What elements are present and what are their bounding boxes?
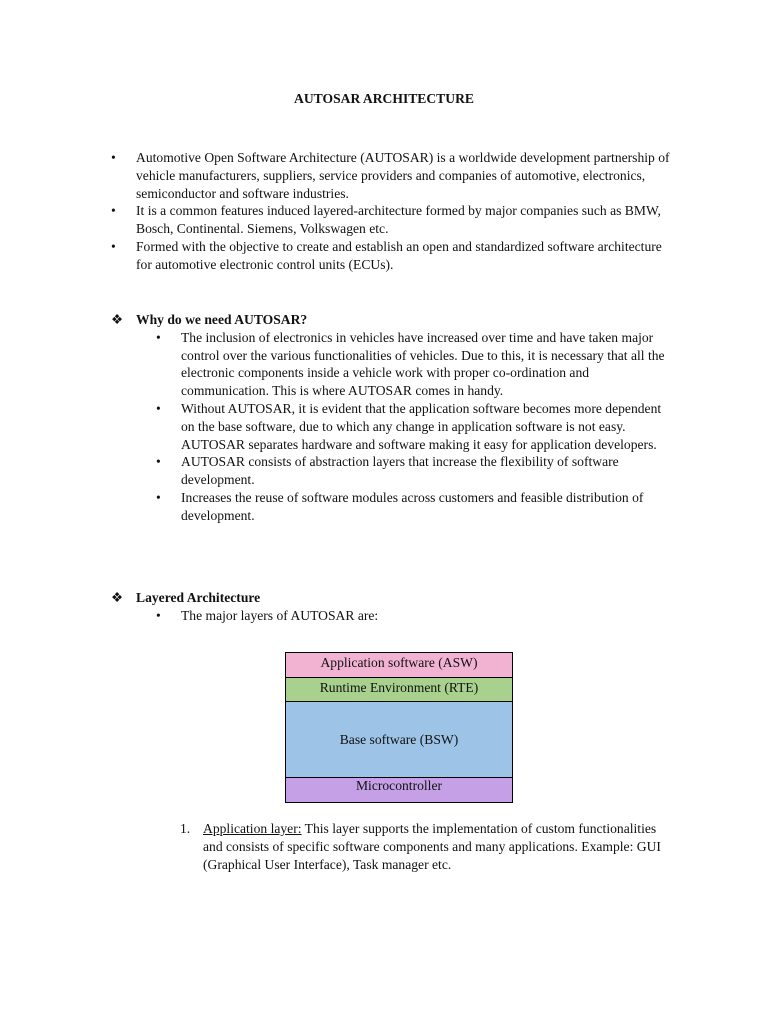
bullet-icon: •	[156, 329, 161, 345]
list-item	[111, 202, 673, 238]
list-item	[156, 607, 673, 625]
section-heading	[111, 311, 673, 329]
autosar-layer-diagram	[285, 652, 513, 803]
list-item-text: This layer supports the implementation of custom functionalities and consists of specific software components and many applications. Example: GUI (Graphical User Interface), Task manager etc.	[203, 821, 661, 872]
layer-application-software: Application software (ASW)	[286, 653, 512, 678]
document-title: AUTOSAR ARCHITECTURE	[294, 91, 474, 106]
list-item-text: Increases the reuse of software modules across customers and feasible distribution of development.	[181, 489, 644, 523]
layer-microcontroller: Microcontroller	[286, 778, 512, 802]
list-item	[156, 400, 673, 453]
layered-section	[111, 589, 673, 625]
bullet-icon: •	[156, 454, 161, 470]
list-item-text: Without AUTOSAR, it is evident that the application software becomes more dependent on the base software, due to which any change in application software is not easy. AUTOSAR separates hardware and software making it easy for application developers.	[181, 400, 662, 452]
section-heading-text: Layered Architecture	[136, 590, 261, 605]
section-heading	[111, 589, 673, 607]
list-item	[180, 820, 674, 873]
diamond-bullet-icon: ❖	[111, 590, 124, 605]
why-section	[111, 311, 673, 525]
bullet-icon: •	[111, 203, 116, 219]
list-item-text: It is a common features induced layered-architecture formed by major companies such as BMW, Bosch, Continental. Siemens, Volkswagen etc.	[136, 203, 661, 237]
list-item-text: Formed with the objective to create and establish an open and standardized software architecture for automotive electronic control units (ECUs).	[136, 238, 662, 272]
list-item	[111, 149, 673, 202]
diamond-bullet-icon: ❖	[111, 312, 124, 327]
layered-bullet-list	[111, 607, 673, 625]
list-item	[156, 453, 673, 489]
bullet-icon: •	[156, 400, 161, 416]
list-item-text: Automotive Open Software Architecture (AUTOSAR) is a worldwide development partnership of vehicle manufacturers, suppliers, service providers and companies of automotive, electronics, semiconductor and software industries.	[136, 150, 670, 201]
layer-runtime-environment: Runtime Environment (RTE)	[286, 678, 512, 702]
bullet-icon: •	[156, 607, 161, 623]
list-item-text: AUTOSAR consists of abstraction layers that increase the flexibility of software development.	[181, 454, 619, 488]
list-item	[156, 489, 673, 525]
list-item-term: Application layer:	[203, 821, 302, 836]
bullet-icon: •	[111, 238, 116, 254]
bullet-icon: •	[156, 489, 161, 505]
why-bullet-list	[111, 329, 673, 525]
list-item	[111, 238, 673, 274]
intro-bullet-list	[111, 149, 673, 274]
list-item	[156, 329, 673, 400]
list-item-text: The major layers of AUTOSAR are:	[181, 607, 379, 623]
list-number: 1.	[180, 821, 191, 836]
bullet-icon: •	[111, 150, 116, 165]
list-item-text: The inclusion of electronics in vehicles have increased over time and have taken major control over the various functionalities of vehicles. Due to this, it is necessary that all the electronic components inside a vehicle work with proper co-ordination and communication. This is where AUTOSAR comes in handy.	[181, 329, 665, 399]
numbered-list	[180, 820, 674, 873]
layer-base-software: Base software (BSW)	[286, 702, 512, 778]
section-heading-text: Why do we need AUTOSAR?	[136, 312, 308, 327]
